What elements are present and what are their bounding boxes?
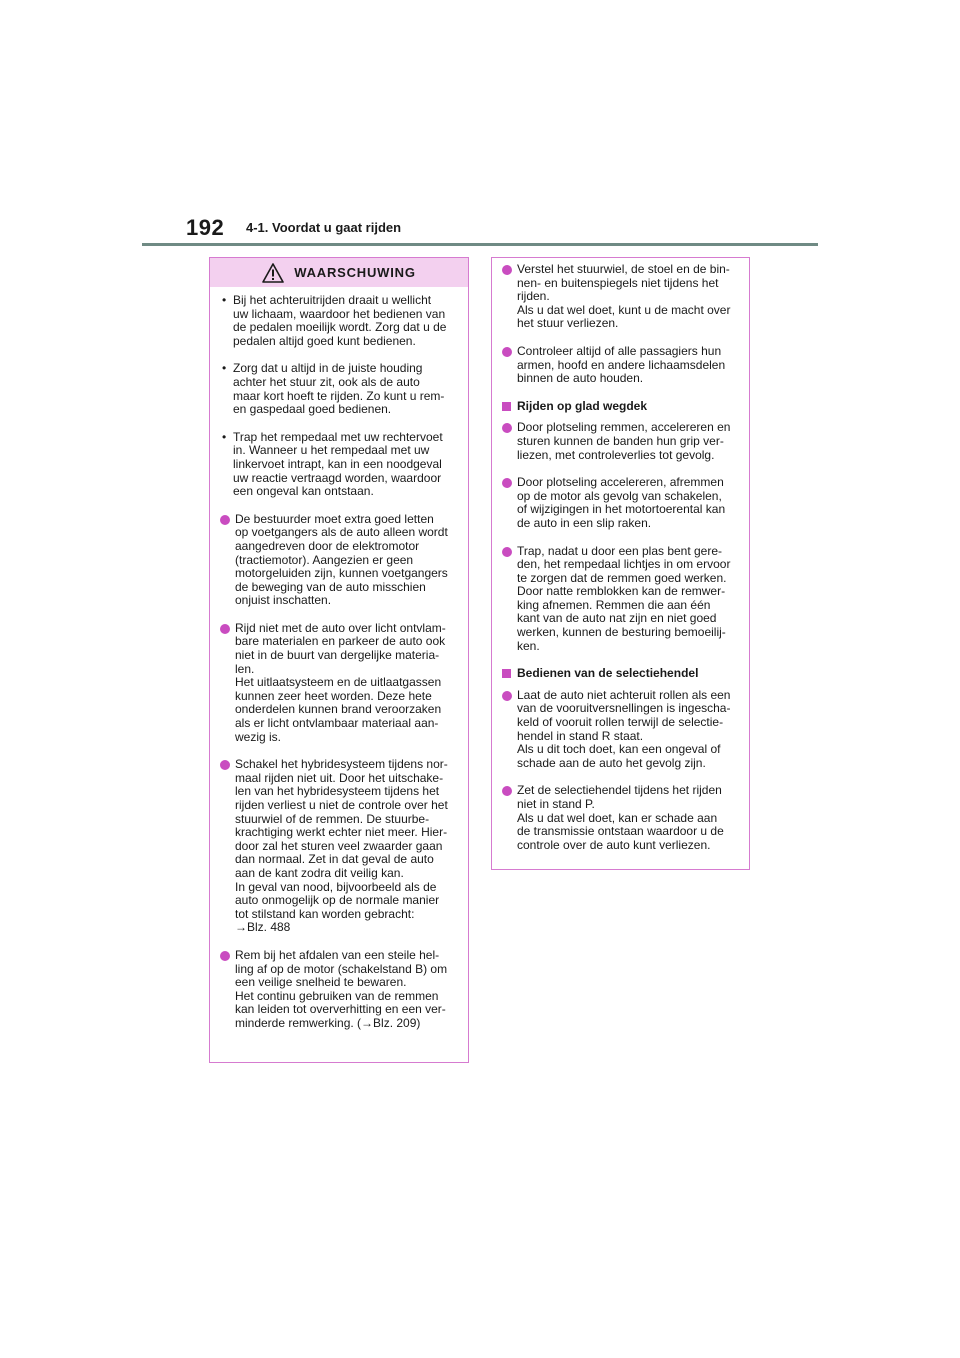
list-item (220, 513, 458, 608)
list-item (502, 784, 739, 852)
warning-triangle-icon (262, 263, 284, 283)
warning-title: WAARSCHUWING (294, 265, 416, 280)
list-item-text: Rem bij het afdalen van een steile hel- ling af op de motor (schakelstand B) om een veilige snelheid te bewaren. Het continu gebruiken van de remmen kan leiden tot oververhitting en een ver- minderde remwerking. (→Blz. 209) (235, 947, 448, 1030)
warning-content-continued (492, 258, 749, 852)
list-item-text: Zorg dat u altijd in de juiste houding achter het stuur zit, ook als de auto maar kort hoeft te rijden. Zo kunt u rem- en gaspedaal goed bedienen. (233, 361, 445, 417)
list-item (220, 949, 458, 1031)
list-item (502, 545, 739, 654)
list-item-text: Laat de auto niet achteruit rollen als een van de vooruitversnellingen is ingescha- keld of vooruit rollen terwijl de selectie- hendel in stand R staat. Als u dit toch doet, kan een ongeval of schade aan de auto het gevolg zijn. (517, 687, 731, 770)
section-title: 4-1. Voordat u gaat rijden (246, 220, 402, 235)
header-rule (142, 243, 818, 246)
list-item (220, 431, 458, 499)
circle-bullet-icon (502, 691, 512, 701)
square-bullet-icon (502, 402, 511, 411)
page-number: 192 (186, 215, 225, 240)
circle-bullet-icon (220, 951, 230, 961)
subsection-heading (502, 667, 739, 681)
list-item-text: Rijd niet met de auto over licht ontvlam- bare materialen en parkeer de auto ook niet in de buurt van dergelijke materia- len. Het uitlaatsysteem en de uitlaatgassen kunnen zeer heet worden. Deze hete onderdelen kunnen brand veroorzaken als er licht ontvlambaar materiaal aan- wezig is. (235, 620, 446, 744)
bullet-icon: • (222, 293, 227, 307)
list-item-text: Door plotseling accelereren, afremmen op de motor als gevolg van schakelen, of wijzigingen in het motortoerental kan de auto in een slip raken. (517, 475, 726, 530)
circle-bullet-icon (502, 478, 512, 488)
list-item-text: De bestuurder moet extra goed letten op voetgangers als de auto alleen wordt aangedreven door de elektromotor (tractiemotor). Aangezien er geen motorgeluiden zijn, kunnen voetgangers de beweging van de auto misschien onjuist inschatten. (235, 511, 448, 608)
warning-header (210, 258, 468, 287)
list-item-text: Trap, nadat u door een plas bent gere- den, het rempedaal lichtjes in om ervoor te zorgen dat de remmen goed werken. Door natte remblokken kan de remwer- king afnemen. Remmen die aan één kant van de auto nat zijn en niet goed werken, kunnen de besturing bemoeilij- ken. (517, 543, 731, 653)
list-item-text: Zet de selectiehendel tijdens het rijden niet in stand P. Als u dat wel doet, kan er schade aan de transmissie ontstaan waardoor u de controle over de auto kunt verliezen. (517, 783, 724, 852)
subsection-heading-text: Rijden op glad wegdek (517, 398, 648, 413)
circle-bullet-icon (502, 265, 512, 275)
subsection-heading (502, 400, 739, 414)
list-item-text: Schakel het hybridesysteem tijdens nor- maal rijden niet uit. Door het uitschake- len van het hybridesysteem tijdens het rijden verliest u niet de controle over het stuurwiel of de remmen. De stuurbe- krachtiging werkt echter niet meer. Hier- door zal het sturen veel zwaarder gaan dan normaal. Zet in dat geval de auto aan de kant zodra dit veilig kan. In geval van nood, bijvoorbeeld als de auto onmogelijk op de normale manier tot stilstand kan worden gebracht: →Blz. 488 (235, 757, 448, 935)
list-item (502, 345, 739, 386)
list-item (502, 689, 739, 771)
list-item-text: Trap het rempedaal met uw rechtervoet in. Wanneer u het rempedaal met uw linkervoet intrapt, kan in een noodgeval uw reactie vertraagd worden, waardoor een ongeval kan ontstaan. (233, 429, 443, 499)
warning-box-continued (491, 257, 750, 870)
list-item-text: Controleer altijd of alle passagiers hun armen, hoofd en andere lichaamsdelen binnen de auto houden. (517, 343, 726, 386)
list-item (502, 263, 739, 331)
warning-content (210, 287, 468, 1031)
list-item (220, 294, 458, 348)
list-item-text: Bij het achteruitrijden draait u wellicht uw lichaam, waardoor het bedienen van de pedalen moeilijk wordt. Zorg dat u de pedalen altijd goed kunt bedienen. (233, 293, 447, 348)
list-item (502, 476, 739, 530)
circle-bullet-icon (220, 515, 230, 525)
circle-bullet-icon (502, 547, 512, 557)
list-item-text: Door plotseling remmen, accelereren en sturen kunnen de banden hun grip ver- liezen, met controleverlies tot gevolg. (517, 420, 731, 462)
subsection-heading-text: Bedienen van de selectiehendel (517, 666, 699, 681)
list-item-text: Verstel het stuurwiel, de stoel en de bin- nen- en buitenspiegels niet tijdens het rijden. Als u dat wel doet, kunt u de macht over het stuur verliezen. (517, 262, 731, 331)
list-item (502, 421, 739, 462)
circle-bullet-icon (220, 760, 230, 770)
circle-bullet-icon (502, 347, 512, 357)
list-item (220, 622, 458, 744)
square-bullet-icon (502, 669, 511, 678)
circle-bullet-icon (502, 423, 512, 433)
bullet-icon: • (222, 429, 227, 444)
circle-bullet-icon (502, 786, 512, 796)
circle-bullet-icon (220, 624, 230, 634)
list-item (220, 758, 458, 935)
list-item (220, 362, 458, 416)
bullet-icon: • (222, 361, 227, 376)
warning-box (209, 257, 469, 1063)
